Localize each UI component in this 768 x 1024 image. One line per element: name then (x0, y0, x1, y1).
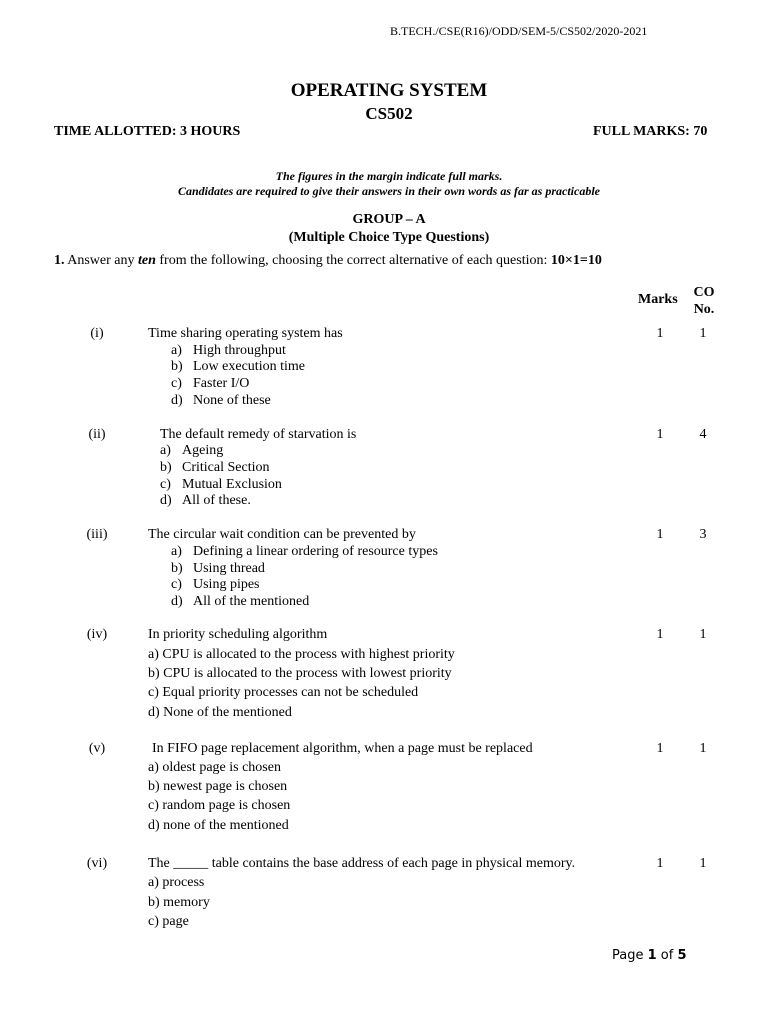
option: b) newest page is chosen (148, 779, 288, 794)
option: b) Critical Section (160, 460, 270, 475)
question-number: (iii) (86, 527, 108, 542)
group-title: GROUP – A (352, 212, 426, 227)
instruction-marks: 10×1=10 (550, 253, 602, 268)
question-co: 1 (699, 741, 707, 756)
question-marks: 1 (656, 741, 664, 756)
question-co: 1 (699, 326, 707, 341)
group-subtitle: (Multiple Choice Type Questions) (288, 230, 490, 245)
option: b) CPU is allocated to the process with lowest priority (148, 666, 452, 681)
question-text: The _____ table contains the base address of each page in physical memory. (148, 856, 576, 871)
option: b) Using thread (171, 561, 265, 576)
page-number: Page 1 of 5 (612, 948, 687, 963)
question-number: (ii) (88, 427, 106, 442)
option: a) CPU is allocated to the process with highest priority (148, 647, 455, 662)
paper-title: OPERATING SYSTEM (290, 80, 488, 101)
option: d) none of the mentioned (148, 818, 289, 833)
question-co: 4 (699, 427, 707, 442)
question-number: (iv) (86, 627, 108, 642)
option: c) Using pipes (171, 577, 260, 592)
option: b) Low execution time (171, 359, 305, 374)
option: a) Ageing (160, 443, 224, 458)
paper-code: CS502 (365, 104, 413, 123)
instruction-post: from the following, choosing the correct alternative of each question: (155, 253, 551, 268)
option: c) random page is chosen (148, 798, 291, 813)
question-co: 1 (699, 856, 707, 871)
option: d) None of the mentioned (148, 705, 292, 720)
question-instruction (54, 253, 602, 269)
option: d) All of these. (160, 493, 251, 508)
option: a) process (148, 875, 205, 890)
question-number: (v) (88, 741, 106, 756)
question-text: Time sharing operating system has (148, 326, 343, 341)
question-marks: 1 (656, 326, 664, 341)
option: d) All of the mentioned (171, 594, 310, 609)
question-co: 3 (699, 527, 707, 542)
option: a) High throughput (171, 343, 286, 358)
marks-column-header: Marks (638, 292, 678, 307)
option: a) oldest page is chosen (148, 760, 281, 775)
note-candidates: Candidates are required to give their answers in their own words as far as practicable (177, 184, 601, 198)
note-margin: The figures in the margin indicate full marks. (275, 169, 503, 183)
instruction-emphasis: ten (138, 253, 156, 268)
full-marks: FULL MARKS: 70 (593, 124, 708, 139)
time-allotted: TIME ALLOTTED: 3 HOURS (54, 124, 241, 139)
option: c) Faster I/O (171, 376, 250, 391)
question-marks: 1 (656, 856, 664, 871)
question-text: The default remedy of starvation is (160, 427, 357, 442)
question-marks: 1 (656, 427, 664, 442)
option: d) None of these (171, 393, 271, 408)
option: a) Defining a linear ordering of resource types (171, 544, 438, 559)
question-marks: 1 (656, 627, 664, 642)
option: b) memory (148, 895, 210, 910)
question-co: 1 (699, 627, 707, 642)
question-marks: 1 (656, 527, 664, 542)
instruction-pre: Answer any (64, 253, 138, 268)
question-number: (i) (90, 326, 104, 341)
question-number: 1. (54, 253, 65, 268)
question-text: In priority scheduling algorithm (148, 627, 328, 642)
option: c) Equal priority processes can not be scheduled (148, 685, 419, 700)
option: c) page (148, 914, 189, 929)
option: c) Mutual Exclusion (160, 477, 282, 492)
question-number: (vi) (86, 856, 108, 871)
exam-reference: B.TECH./CSE(R16)/ODD/SEM-5/CS502/2020-2021 (390, 24, 648, 38)
question-text: The circular wait condition can be prevented by (148, 527, 416, 542)
co-column-header: CO No. (693, 285, 715, 317)
question-text: In FIFO page replacement algorithm, when a page must be replaced (152, 741, 533, 756)
